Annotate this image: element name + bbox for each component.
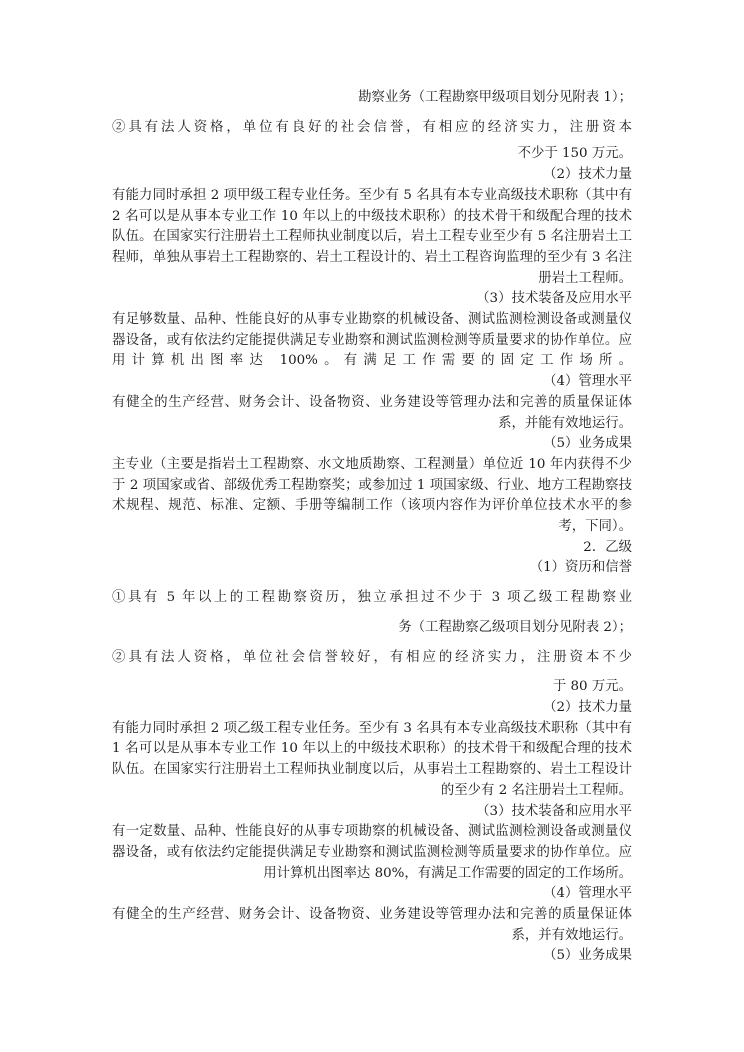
section-heading: 2．乙级 <box>583 539 632 555</box>
section-heading: （3）技术装备及应用水平 <box>476 291 632 307</box>
text-line: 于 80 万元。 <box>552 679 632 695</box>
section-heading: （5）业务成果 <box>543 436 632 452</box>
document-page <box>112 88 632 967</box>
paragraph: 主专业（主要是指岩土工程勘察、水文地质勘察、工程测量）单位近 10 年内获得不少于 2 项国家或省、部级优秀工程勘察奖；或参加过 1 项国家级、行业、地方工程勘察技术规程、规范、标准、定额、手册等编制工作（该项内容作为评价单位技术水平的参考，下同）。 <box>112 456 632 535</box>
text-line: 不少于 150 万元。 <box>517 146 632 162</box>
paragraph: 有足够数量、品种、性能良好的从事专业勘察的机械设备、测试监测检测设备或测量仪器设备，或有依法约定能提供满足专业勘察和测试监测检测等质量要求的协作单位。应用计算机出图率达 100%。有满足工作需要的固定工作场所。 <box>112 312 632 369</box>
section-heading: （4）管理水平 <box>543 374 632 390</box>
text-line: ②具有法人资格，单位有良好的社会信誉，有相应的经济实力，注册资本 <box>112 119 632 135</box>
paragraph: 有一定数量、品种、性能良好的从事专项勘察的机械设备、测试监测检测设备或测量仪器设备，或有依法约定能提供满足专业勘察和测试监测检测等质量要求的协作单位。应用计算机出图率达 80%，有满足工作需要的固定的工作场所。 <box>112 824 632 881</box>
text-line: 勘察业务（工程勘察甲级项目划分见附表 1）； <box>358 90 632 105</box>
section-heading: （1）资历和信誉 <box>529 560 632 576</box>
section-heading: （3）技术装备和应用水平 <box>476 803 632 819</box>
paragraph: 有能力同时承担 2 项乙级工程专业任务。至少有 3 名具有本专业高级技术职称（其中有 1 名可以是从事本专业工作 10 年以上的中级技术职称）的技术骨干和级配合理的技术队伍。在国家实行注册岩土工程师执业制度以后，从事岩土工程勘察的、岩土工程设计的至少有 2 名注册岩土工程师。 <box>112 720 632 798</box>
text-line: ②具有法人资格，单位社会信誉较好，有相应的经济实力，注册资本不少 <box>112 649 632 665</box>
section-heading: （5）业务成果 <box>543 948 632 964</box>
paragraph: 有能力同时承担 2 项甲级工程专业任务。至少有 5 名具有本专业高级技术职称（其中有 2 名可以是从事本专业工作 10 年以上的中级技术职称）的技术骨干和级配合理的技术队伍。在国家实行注册岩土工程师执业制度以后，岩土工程专业至少有 5 名注册岩土工程师，单独从事岩土工程勘察的、岩土工程设计的、岩土工程咨询监理的至少有 3 名注册岩土工程师。 <box>112 187 632 286</box>
section-heading: （2）技术力量 <box>543 699 632 715</box>
paragraph: 有健全的生产经营、财务会计、设备物资、业务建设等管理办法和完善的质量保证体系，并有效地运行。 <box>112 907 632 943</box>
text-line: 务（工程勘察乙级项目划分见附表 2）； <box>398 619 632 635</box>
paragraph: 有健全的生产经营、财务会计、设备物资、业务建设等管理办法和完善的质量保证体系，并能有效地运行。 <box>112 394 632 431</box>
text-line: ①具有 5 年以上的工程勘察资历，独立承担过不少于 3 项乙级工程勘察业 <box>112 590 632 606</box>
section-heading: （4）管理水平 <box>543 886 632 902</box>
section-heading: （2）技术力量 <box>543 167 632 183</box>
